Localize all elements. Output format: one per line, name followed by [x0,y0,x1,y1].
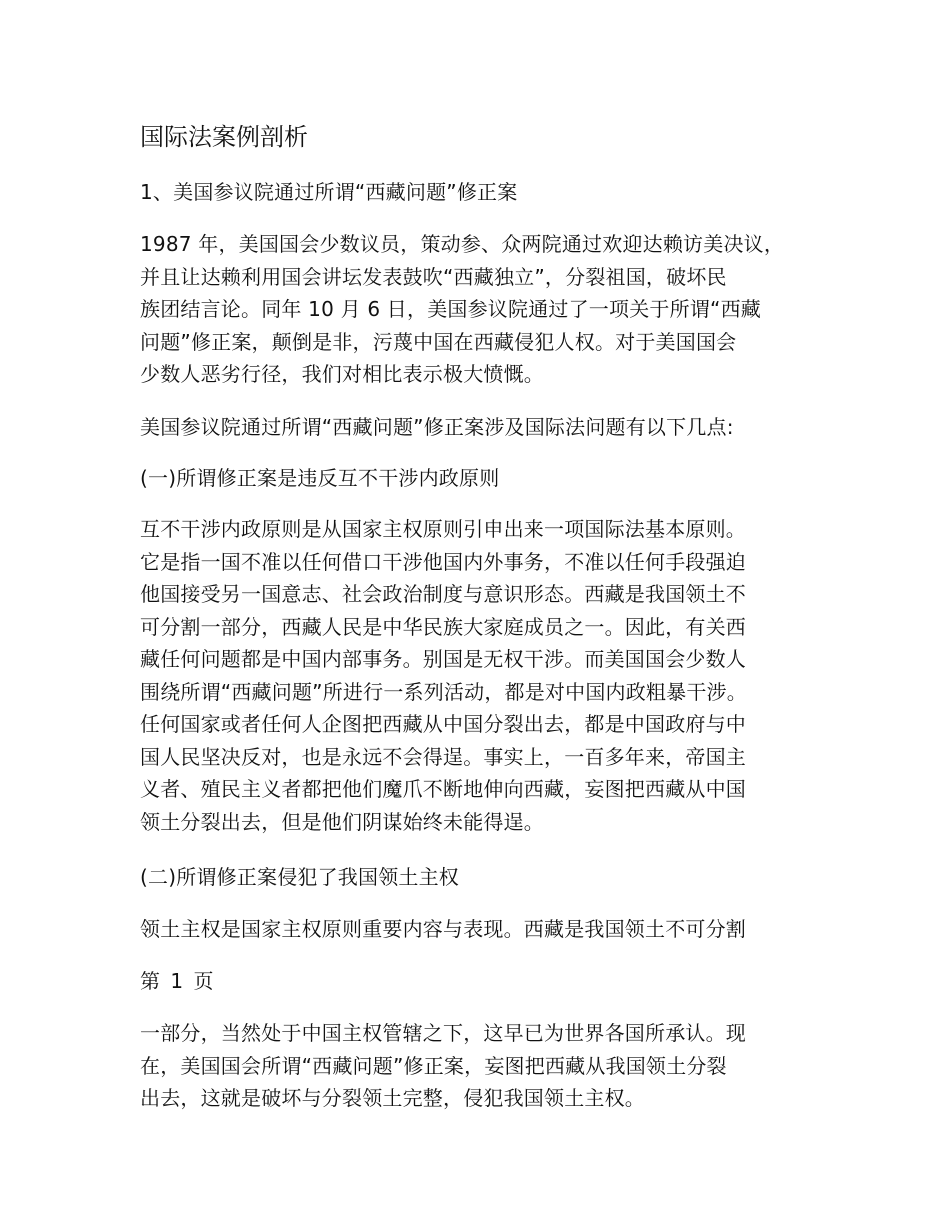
paragraph-1 [140,228,784,391]
paragraph-line: 国人民坚决反对，也是永远不会得逞。事实上，一百多年来，帝国主 [140,744,746,769]
page-number: 第 1 页 [140,969,216,993]
paragraph-line: 美国参议院通过所谓“西藏问题”修正案涉及国际法问题有以下几点: [140,415,734,439]
paragraph-line: 领土分裂出去，但是他们阴谋始终未能得逞。 [140,809,544,834]
paragraph-2 [140,411,734,444]
paragraph-line: 一部分，当然处于中国主权管辖之下，这早已为世界各国所承认。现 [140,1021,746,1045]
subsection-heading-2 [140,861,459,893]
subsection-heading-1 [140,462,499,494]
paragraph-line: 在，美国国会所谓“西藏问题”修正案，妄图把西藏从我国领土分裂 [140,1053,727,1078]
paragraph-line: 领土主权是国家主权原则重要内容与表现。西藏是我国领土不可分割 [140,917,746,941]
paragraph-line: 他国接受另一国意志、社会政治制度与意识形态。西藏是我国领土不 [140,582,746,606]
subsection-heading-1-text: (一)所谓修正案是违反互不干涉内政原则 [140,466,500,490]
subsection-heading-2-text: (二)所谓修正案侵犯了我国领土主权 [140,865,460,889]
paragraph-line: 任何国家或者任何人企图把西藏从中国分裂出去，都是中国政府与中 [140,712,746,736]
paragraph-line: 围绕所谓“西藏问题”所进行一系列活动，都是对中国内政粗暴干涉。 [140,679,747,704]
paragraph-line: 可分割一部分，西藏人民是中华民族大家庭成员之一。因此，有关西 [140,614,746,639]
paragraph-line: 并且让达赖利用国会讲坛发表鼓吹“西藏独立”，分裂祖国，破坏民 [140,264,727,289]
paragraph-line: 藏任何问题都是中国内部事务。别国是无权干涉。而美国国会少数人 [140,647,746,671]
paragraph-line: 1987 年，美国国会少数议员，策动参、众两院通过欢迎达赖访美决议， [140,232,785,256]
paragraph-line: 族团结言论。同年 10 月 6 日，美国参议院通过了一项关于所谓“西藏 [140,297,761,321]
paragraph-line: 少数人恶劣行径，我们对相比表示极大愤慨。 [140,362,544,386]
paragraph-3 [140,513,747,838]
section-heading-1 [140,176,517,208]
paragraph-line: 义者、殖民主义者都把他们魔爪不断地伸向西藏，妄图把西藏从中国 [140,777,746,801]
paragraph-5 [140,1017,746,1115]
paragraph-4 [140,913,746,946]
paragraph-line: 出去，这就是破坏与分裂领土完整，侵犯我国领土主权。 [140,1086,645,1110]
document-title: 国际法案例剖析 [140,123,308,151]
section-heading-1-text: 1、美国参议院通过所谓“西藏问题”修正案 [140,180,518,204]
paragraph-line: 问题”修正案，颠倒是非，污蔑中国在西藏侵犯人权。对于美国国会 [140,329,737,354]
paragraph-line: 互不干涉内政原则是从国家主权原则引申出来一项国际法基本原则。 [140,517,746,541]
paragraph-line: 它是指一国不准以任何借口干涉他国内外事务，不准以任何手段强迫 [140,549,746,574]
